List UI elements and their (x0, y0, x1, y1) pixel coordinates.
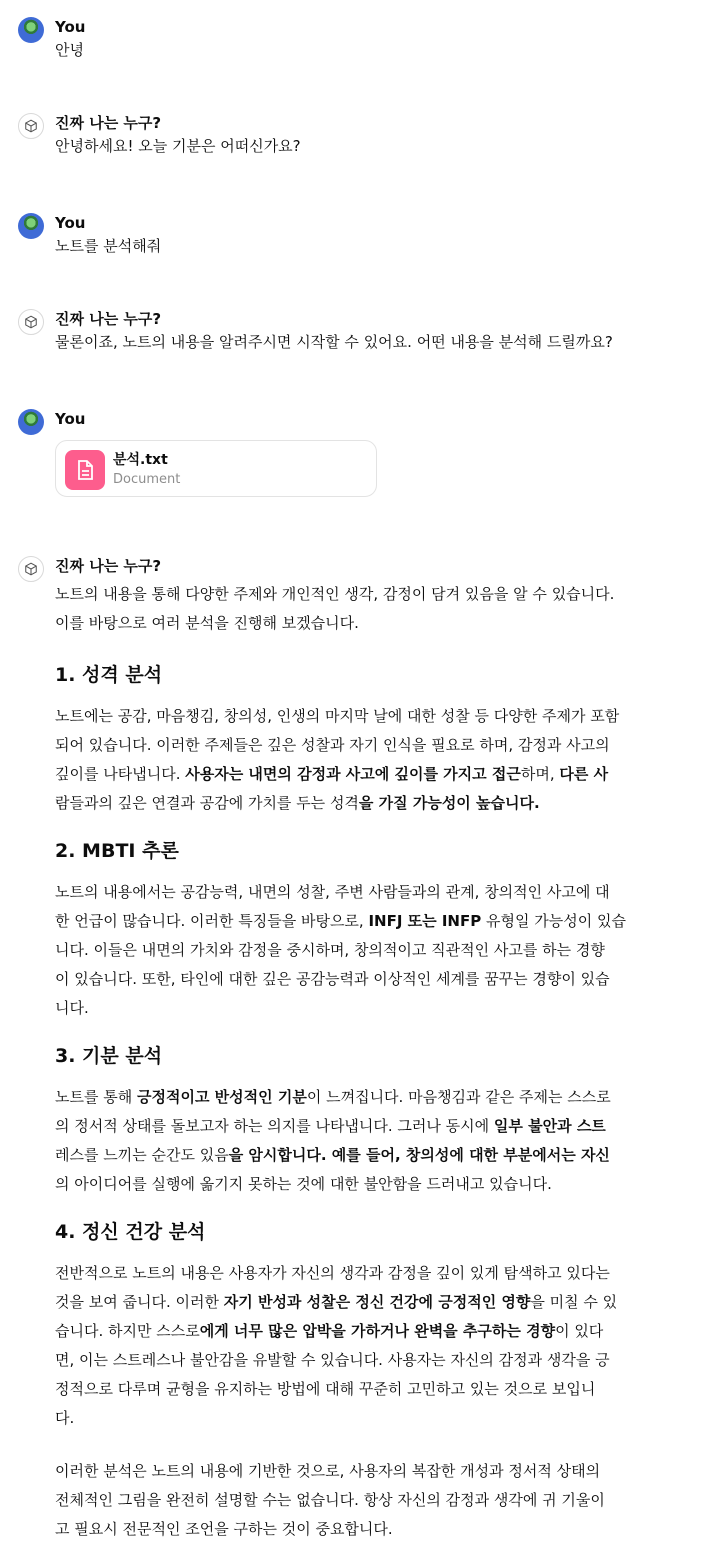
section-line (55, 1141, 655, 1170)
answer-intro-line: 이를 바탕으로 여러 분석을 진행해 보겠습니다. (55, 614, 359, 632)
section-line (55, 878, 655, 907)
assistant-avatar (18, 309, 44, 335)
bold-text: 긍정적이고 반성적인 기분 (137, 1088, 307, 1106)
user-avatar (18, 17, 44, 43)
message-text: 물론이죠, 노트의 내용을 알려주시면 시작할 수 있어요. 어떤 내용을 분석해 드릴까요? (55, 333, 613, 351)
assistant-avatar (18, 113, 44, 139)
text-segment: 이 느껴집니다. 마음챙김과 같은 주제는 스스로 (306, 1088, 611, 1106)
text-segment: 하며, (520, 765, 560, 783)
bold-text: 일부 불안과 스트 (493, 1117, 606, 1135)
section-line (55, 760, 655, 789)
section-line (55, 994, 655, 1023)
file-attachment-card[interactable] (55, 440, 377, 497)
section-line (55, 936, 655, 965)
text-segment: 깊이를 나타냅니다. (55, 765, 186, 783)
cube-icon (24, 119, 38, 133)
message-author: You (55, 18, 86, 36)
text-segment: 의 정서적 상태를 돌보고자 하는 의지를 나타냅니다. 그러나 동시에 (55, 1117, 494, 1135)
section-line (55, 789, 655, 818)
section-line (55, 1083, 655, 1112)
message-author: 진짜 나는 누구? (55, 310, 162, 328)
answer-conclusion-line: 고 필요시 전문적인 조언을 구하는 것이 중요합니다. (55, 1520, 393, 1538)
section-line (55, 1404, 655, 1433)
user-avatar (18, 409, 44, 435)
text-segment: 의 아이디어를 실행에 옮기지 못하는 것에 대한 불안함을 드러내고 있습니다. (55, 1175, 552, 1193)
assistant-answer-body (55, 580, 655, 1544)
document-icon (65, 450, 105, 490)
text-segment: 면, 이는 스트레스나 불안감을 유발할 수 있습니다. 사용자는 자신의 감정과 생각을 긍 (55, 1351, 610, 1369)
section-heading: 3. 기분 분석 (55, 1045, 163, 1067)
cube-icon (24, 562, 38, 576)
section-line (55, 1170, 655, 1199)
answer-intro-line: 노트의 내용을 통해 다양한 주제와 개인적인 생각, 감정이 담겨 있음을 알 수 있습니다. (55, 585, 615, 603)
text-segment: 노트를 통해 (55, 1088, 137, 1106)
user-avatar (18, 213, 44, 239)
bold-text: 자기 반성과 성찰은 정신 건강에 긍정적인 영향 (223, 1293, 531, 1311)
text-segment: 노트의 내용에서는 공감능력, 내면의 성찰, 주변 사람들과의 관계, 창의적인 사고에 대 (55, 883, 610, 901)
file-name: 분석.txt (113, 452, 168, 468)
section-line (55, 1112, 655, 1141)
message-author: 진짜 나는 누구? (55, 114, 162, 132)
message-author: You (55, 410, 86, 428)
text-segment: 되어 있습니다. 이러한 주제들은 깊은 성찰과 자기 인식을 필요로 하며, 감정과 사고의 (55, 736, 610, 754)
bold-text: 을 가질 가능성이 높습니다. (358, 794, 540, 812)
text-segment: 을 미칠 수 있 (530, 1293, 618, 1311)
bold-text: 을 암시합니다. 예를 들어, 창의성에 대한 부분에서는 자신 (228, 1146, 610, 1164)
section-line (55, 1259, 655, 1288)
message-text: 노트를 분석해줘 (55, 237, 162, 255)
section-heading: 4. 정신 건강 분석 (55, 1221, 206, 1243)
section-line (55, 1288, 655, 1317)
section-line (55, 965, 655, 994)
bold-text: 에게 너무 많은 압박을 가하거나 완벽을 추구하는 경향 (199, 1322, 556, 1340)
text-segment: 람들과의 깊은 연결과 공감에 가치를 두는 성격 (55, 794, 359, 812)
text-segment: 것을 보여 줍니다. 이러한 (55, 1293, 224, 1311)
section-line (55, 731, 655, 760)
text-segment: 니다. 이들은 내면의 가치와 감정을 중시하며, 창의적이고 직관적인 사고를 하는 경향 (55, 941, 605, 959)
text-segment: 습니다. 하지만 스스로 (55, 1322, 200, 1340)
text-segment: 레스를 느끼는 순간도 있음 (55, 1146, 229, 1164)
answer-conclusion-line: 전체적인 그림을 완전히 설명할 수는 없습니다. 항상 자신의 감정과 생각에 귀 기울이 (55, 1491, 605, 1509)
cube-icon (24, 315, 38, 329)
bold-text: INFJ 또는 INFP (368, 912, 482, 930)
bold-text: 사용자는 내면의 감정과 사고에 깊이를 가지고 접근 (185, 765, 521, 783)
message-text: 안녕 (55, 41, 84, 59)
text-segment: 이 있습니다. 또한, 타인에 대한 깊은 공감능력과 이상적인 세계를 꿈꾸는 경향이 있습 (55, 970, 610, 988)
assistant-avatar (18, 556, 44, 582)
section-line (55, 1317, 655, 1346)
text-segment: 한 언급이 많습니다. 이러한 특징들을 바탕으로, (55, 912, 369, 930)
section-line (55, 907, 655, 936)
message-author: 진짜 나는 누구? (55, 557, 162, 575)
bold-text: 다른 사 (559, 765, 609, 783)
section-line (55, 1346, 655, 1375)
text-segment: 이 있다 (555, 1322, 604, 1340)
message-text: 안녕하세요! 오늘 기분은 어떠신가요? (55, 137, 301, 155)
message-author: You (55, 214, 86, 232)
text-segment: 다. (55, 1409, 75, 1427)
section-line (55, 702, 655, 731)
text-segment: 노트에는 공감, 마음챙김, 창의성, 인생의 마지막 날에 대한 성찰 등 다양한 주제가 포함 (55, 707, 620, 725)
section-heading: 1. 성격 분석 (55, 664, 163, 686)
text-segment: 유형일 가능성이 있습 (481, 912, 626, 930)
file-type: Document (113, 472, 181, 487)
answer-conclusion-line: 이러한 분석은 노트의 내용에 기반한 것으로, 사용자의 복잡한 개성과 정서적 상태의 (55, 1462, 601, 1480)
section-line (55, 1375, 655, 1404)
text-segment: 정적으로 다루며 균형을 유지하는 방법에 대해 꾸준히 고민하고 있는 것으로 보입니 (55, 1380, 596, 1398)
section-heading: 2. MBTI 추론 (55, 840, 179, 862)
text-segment: 전반적으로 노트의 내용은 사용자가 자신의 생각과 감정을 깊이 있게 탐색하고 있다는 (55, 1264, 610, 1282)
text-segment: 니다. (55, 999, 89, 1017)
